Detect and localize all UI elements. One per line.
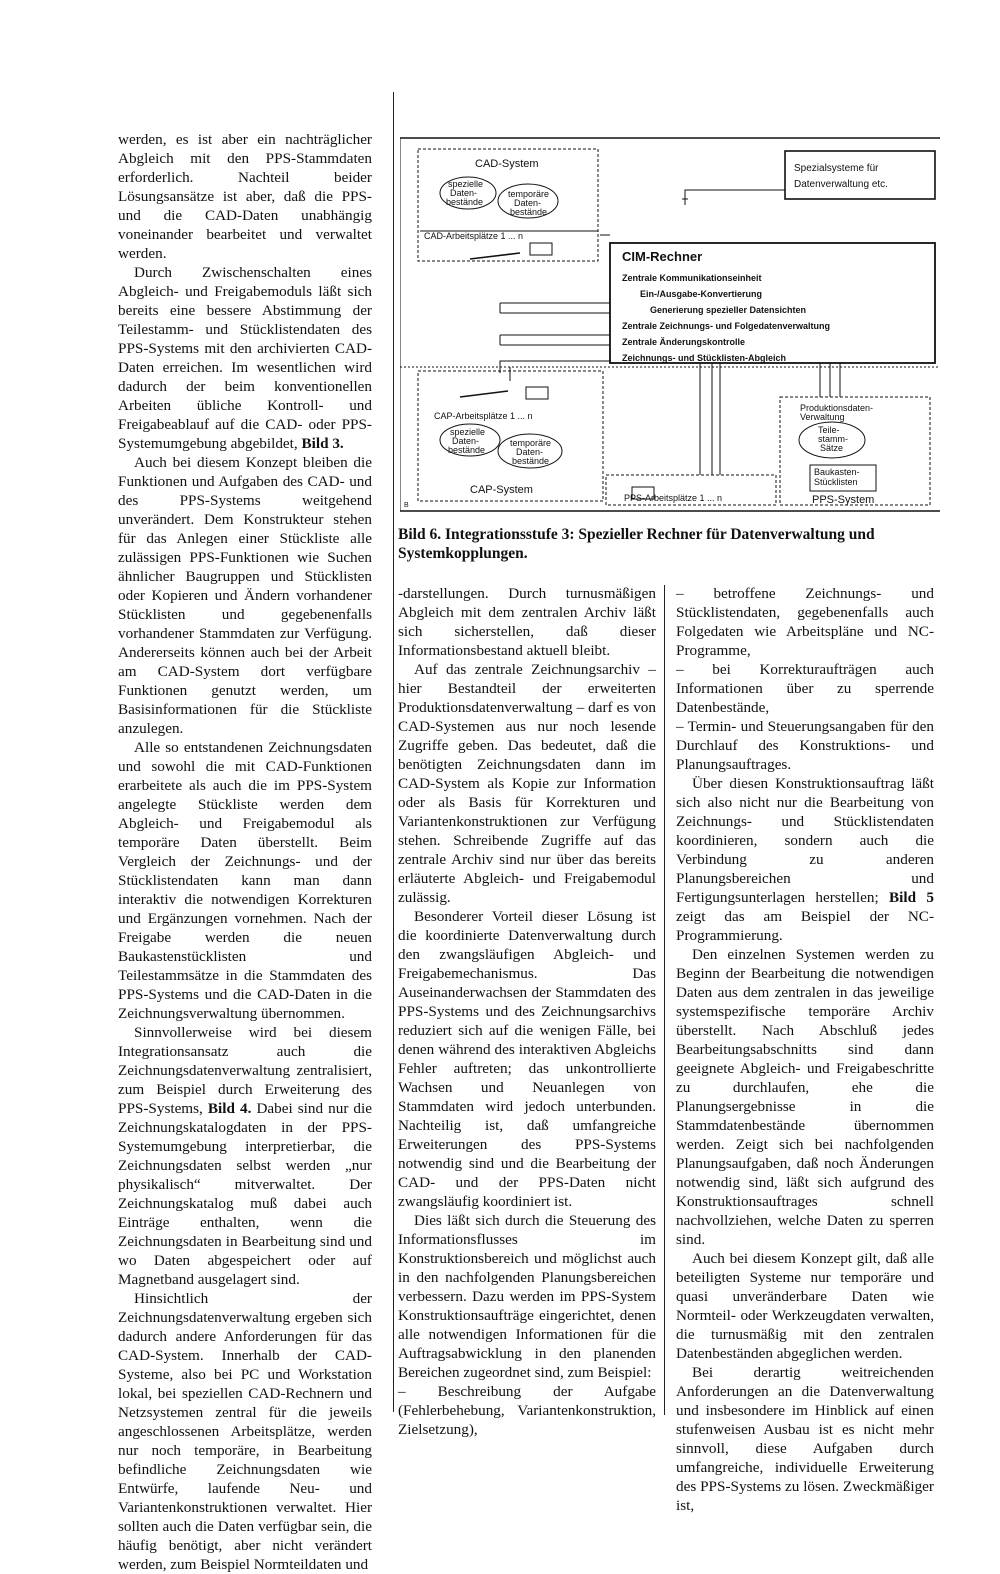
spez-daten-1: spezielle [448, 179, 484, 189]
pps-system-title: PPS-System [812, 494, 875, 506]
pps-arbeitsplaetze: PPS-Arbeitsplätze 1 ... n [624, 493, 723, 503]
cim-rechner-title: CIM-Rechner [622, 249, 703, 264]
paragraph: Durch Zwischenschalten eines Abgleich- und Freigabemoduls läßt sich bereits eine bessere Abstimmung der Teilestamm- und Stücklistendaten des PPS-Systems mit den archivierten CAD-Daten erreichen. Im wesentlichen wird dadurch der beim konventionellen Arbeiten übliche Kontroll- und Freigabeablauf auf die CAD- oder PPS-Systemumgebung abgebildet, Bild 3. [118, 264, 372, 452]
text-column-1 [118, 130, 372, 1574]
paragraph: – Termin- und Steuerungsangaben für den Durchlauf des Konstruktions- und Planungsauftrages. [676, 718, 934, 773]
paragraph: – betroffene Zeichnungs- und Stücklistendaten, gegebenenfalls auch Folgedaten wie Arbeitspläne und NC-Programme, [676, 585, 934, 659]
paragraph: Dies läßt sich durch die Steuerung des Informationsflusses im Konstruktionsbereich und möglichst auch in den nachfolgenden Planungsbereichen verbessern. Dazu werden im PPS-System Konstruktionsaufträge eingerichtet, denen alle notwendigen Informationen für die Auftragsabwicklung in den planenden Bereichen zugeordnet sind, zum Beispiel: [398, 1212, 656, 1381]
cim-item-2: Ein-/Ausgabe-Konvertierung [640, 289, 763, 299]
figure-bild-6 [400, 135, 940, 515]
figure-reference: Bild 4. [207, 1100, 252, 1117]
prod-verwaltung-2: Verwaltung [800, 412, 845, 422]
column-rule-2 [664, 585, 665, 1415]
baukasten-2: Stücklisten [814, 477, 858, 487]
paragraph: -darstellungen. Durch turnusmäßigen Abgleich mit dem zentralen Archiv läßt sich sicherstellen, daß dieser Informationsbestand aktuell bleibt. [398, 585, 656, 659]
cim-item-4: Zentrale Zeichnungs- und Folgedatenverwaltung [622, 321, 831, 331]
spez-daten-3: bestände [446, 197, 484, 207]
paragraph: Hinsichtlich der Zeichnungsdatenverwaltung ergeben sich dadurch andere Anforderungen für das CAD-System. Innerhalb der CAD-Systeme, also bei PC und Workstation lokal, bei speziellen CAD-Rechnern und Netzsystemen zentral für die jeweils angeschlossenen Arbeitsplätze, werden nur noch temporäre, in Bearbeitung befindliche Zeichnungsdaten wie Entwürfe, laufende Neu- und Variantenkonstruktionen verwaltet. Hier sollten auch die Daten verfügbar sein, die häufig benötigt, aber nicht verändert werden, zum Beispiel Normteildaten und [118, 1290, 372, 1573]
text-column-2 [398, 584, 656, 1439]
cap-temp-daten-1: temporäre [510, 438, 552, 448]
paragraph: – Beschreibung der Aufgabe (Fehlerbehebung, Variantenkonstruktion, Zielsetzung), [398, 1383, 656, 1438]
prod-verwaltung-1: Produktionsdaten- [800, 403, 874, 413]
cap-temp-daten-2: Daten- [516, 447, 544, 457]
paragraph: werden, es ist aber ein nachträglicher Abgleich mit den PPS-Stammdaten erforderlich. Nachteil beider Lösungsansätze ist aber, daß die PPS- und die CAD-Daten unabhängig voneinander bearbeitet und verwaltet werden. [118, 131, 372, 262]
cap-spez-daten-2: Daten- [452, 436, 480, 446]
cad-arbeitsplaetze: CAD-Arbeitsplätze 1 ... n [424, 231, 524, 241]
paragraph: Alle so entstandenen Zeichnungsdaten und sowohl die mit CAD-Funktionen erarbeitete als auch die im PPS-System angelegte Stückliste werden dem Abgleich- und Freigabemodul als temporäre Daten überstellt. Beim Vergleich der Zeichnungs- und der Stücklistendaten kann man dann interaktiv die notwendigen Korrekturen und Ergänzungen vornehmen. Nach der Freigabe werden die neuen Baukastenstücklisten und Teilestammsätze in die Stammdaten des PPS-Systems und die CAD-Daten in die Zeichnungsverwaltung übernommen. [118, 739, 372, 1022]
teile-3: Sätze [820, 443, 844, 453]
cim-item-5: Zentrale Änderungskontrolle [622, 337, 746, 347]
cap-system-title: CAP-System [470, 484, 533, 496]
text-column-3 [676, 584, 934, 1515]
cap-temp-daten-3: bestände [512, 456, 550, 466]
spezialsysteme-1: Spezialsysteme für [794, 163, 879, 174]
paragraph: Auch bei diesem Konzept gilt, daß alle beteiligten Systeme nur temporäre und quasi unveränderbare Daten wie Normteil- oder Werkzeugdaten verwalten, die turnusmäßig mit den zentralen Datenbeständen abgeglichen werden. [676, 1250, 934, 1362]
cim-item-1: Zentrale Kommunikationseinheit [622, 273, 762, 283]
column-rule-1 [393, 92, 394, 1412]
figure-letter: B [404, 502, 409, 509]
temp-daten-3: bestände [510, 207, 548, 217]
baukasten-1: Baukasten- [814, 467, 860, 477]
teile-2: stamm- [818, 434, 848, 444]
paragraph: Sinnvollerweise wird bei diesem Integrationsansatz auch die Zeichnungsdatenverwaltung zentralisiert, zum Beispiel durch Erweiterung des PPS-Systems, Bild 4. Dabei sind nur die Zeichnungskatalogdaten in der PPS-Systemumgebung interpretierbar, die Zeichnungsdaten selbst werden „nur physikalisch“ mitverwaltet. Der Zeichnungskatalog muß dabei auch Einträge enthalten, wenn die Zeichnungsdaten in Bearbeitung sind und wo Daten abgespeichert oder auf Magnetband ausgelagert sind. [118, 1024, 372, 1288]
cad-system-title: CAD-System [475, 158, 539, 170]
figure-caption: Bild 6. Integrationsstufe 3: Spezieller Rechner für Datenverwaltung und Systemkopplungen. [398, 526, 875, 562]
teile-1: Teile- [818, 425, 840, 435]
paragraph: – bei Korrekturaufträgen auch Informationen über zu sperrende Datenbestände, [676, 661, 934, 716]
figure-reference: Bild 5 [889, 889, 934, 906]
temp-daten-1: temporäre [508, 189, 550, 199]
paragraph: Den einzelnen Systemen werden zu Beginn der Bearbeitung die notwendigen Daten aus dem zentralen in das jeweilige systemspezifische temporäre Archiv überstellt. Nach Abschluß jedes Bearbeitungsabschnitts sind dann geeignete Abgleich- und Freigabeschritte zu durchlaufen, ehe die Planungsergebnisse in die Stammdatenbestände übernommen werden. Zeigt sich bei nachfolgenden Planungsaufgaben, daß noch Änderungen notwendig sind, läßt sich aufgrund des Konstruktionsauftrages schnell nachvollziehen, welche Daten zu sperren sind. [676, 946, 934, 1248]
paragraph: Auch bei diesem Konzept bleiben die Funktionen und Aufgaben des CAD- und des PPS-Systems weitgehend unverändert. Dem Konstrukteur stehen für das Anlegen einer Stückliste alle zulässigen PPS-Funktionen wie Suchen ähnlicher Baugruppen und Stücklisten oder Kopieren und Ändern vorhandener Stücklisten und gegebenenfalls vorhandener Stammdaten zur Verfügung. Andererseits können auch bei der Arbeit am CAD-System dort verfügbare Funktionen genutzt werden, um Basisinformationen für die Stückliste anzulegen. [118, 454, 372, 737]
paragraph: Bei derartig weitreichenden Anforderungen an die Datenverwaltung und insbesondere im Hinblick auf einen stufenweisen Ausbau ist es nicht mehr sinnvoll, diese Aufgaben durch umfangreiche, individuelle Erweiterung des PPS-Systems zu lösen. Zweckmäßiger ist, [676, 1364, 934, 1514]
cim-item-3: Generierung spezieller Datensichten [650, 305, 807, 315]
cap-spez-daten-3: bestände [448, 445, 486, 455]
spez-daten-2: Daten- [450, 188, 478, 198]
paragraph: Besonderer Vorteil dieser Lösung ist die koordinierte Datenverwaltung durch den zwangsläufigen Abgleich- und Freigabemechanismus. Das Auseinanderwachsen der Stammdaten des PPS-Systems und des Zeichnungsarchivs reduziert sich auf die wenigen Fälle, bei denen während des interaktiven Abgleichs Fehler auftreten; das unkontrollierte Wachsen und Neuanlegen von Stammdaten wird jedoch unterbunden. Nachteilig ist, daß umfangreiche Erweiterungen des PPS-Systems notwendig sind und die Bearbeitung der CAD- und der PPS-Daten nicht zwangsläufig koordiniert ist. [398, 908, 656, 1210]
figure-reference: Bild 3. [301, 435, 344, 452]
spezialsysteme-2: Datenverwaltung etc. [794, 179, 888, 190]
paragraph: Auf das zentrale Zeichnungsarchiv – hier Bestandteil der erweiterten Produktionsdatenverwaltung – darf es von CAD-Systemen aus nur noch lesende Zugriffe geben. Das bedeutet, daß die benötigten Zeichnungsdaten dann im CAD-System als Kopie zur Information oder als Basis für Korrekturen und Variantenkonstruktionen zur Verfügung stehen. Schreibende Zugriffe auf das zentrale Archiv sind nur über das bereits erläuterte Abgleich- und Freigabemodul zulässig. [398, 661, 656, 906]
temp-daten-2: Daten- [514, 198, 542, 208]
cap-spez-daten-1: spezielle [450, 427, 486, 437]
paragraph: Über diesen Konstruktionsauftrag läßt sich also nicht nur die Bearbeitung von Zeichnungs- und Stücklistendaten koordinieren, sondern auch die Verbindung zu anderen Planungsbereichen und Fertigungsunterlagen herstellen; Bild 5 zeigt das am Beispiel der NC-Programmierung. [676, 775, 934, 944]
cap-arbeitsplaetze: CAP-Arbeitsplätze 1 ... n [434, 411, 533, 421]
cim-item-6: Zeichnungs- und Stücklisten-Abgleich [622, 353, 787, 363]
